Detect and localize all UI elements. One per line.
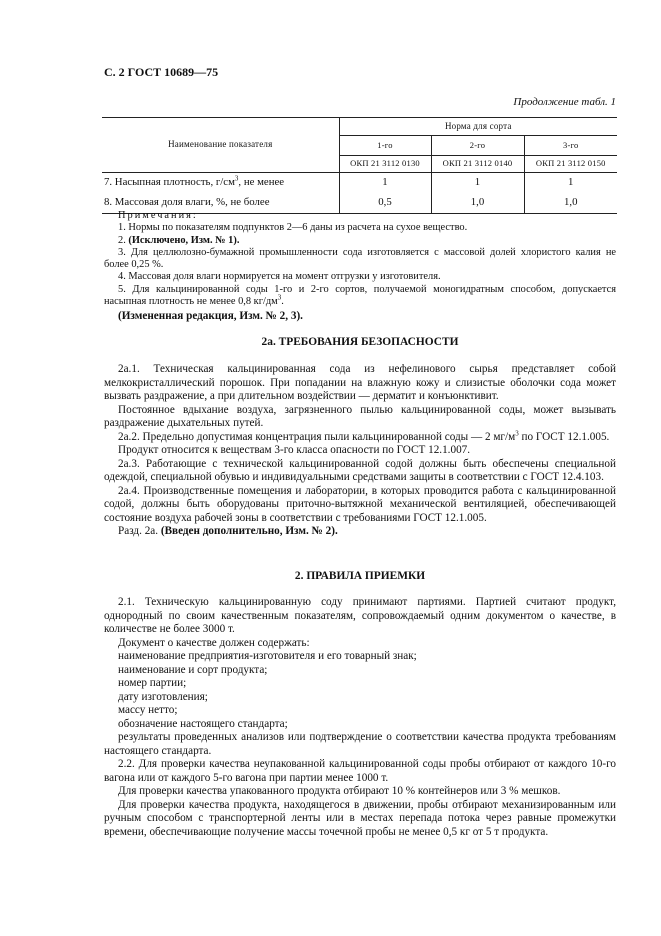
row-value: 1: [431, 173, 524, 194]
paragraph: Разд. 2а. (Введен дополнительно, Изм. № 2).: [118, 525, 338, 537]
table-row: [102, 173, 617, 194]
section-2a-body: [104, 363, 616, 539]
paragraph: Для проверки качества продукта, находящегося в движении, пробы отбирают механизированным или ручным способом с транспортерной ленты или в местах перепада потока через равные промежутки времени, обеспечивающие получение массы точечной пробы не менее 0,5 кг от 5 т продукта.: [104, 798, 616, 838]
grade-2: 2-го: [431, 136, 524, 156]
section-2-title: 2. ПРАВИЛА ПРИЕМКИ: [294, 570, 426, 582]
paragraph: Документ о качестве должен содержать:: [118, 636, 310, 649]
quality-norms-table: [102, 117, 617, 214]
notes-title: Примечания:: [118, 210, 198, 221]
list-item: наименование предприятия-изготовителя и его товарный знак;: [118, 650, 417, 662]
row-value: 1,0: [524, 193, 617, 214]
paragraph: 2.2. Для проверки качества неупакованной кальцинированной соды пробы отбирают от каждого 10-го вагона или от каждого 5-го вагона при партии менее 1000 т.: [104, 758, 616, 784]
paragraph: Для проверки качества упакованного продукта отбирают 10 % контейнеров или 3 % мешков.: [118, 785, 561, 797]
paragraph: 2а.1. Техническая кальцинированная сода из нефелинового сырья представляет собой мелкокристаллический порошок. При попадании на влажную кожу и слизистые оболочки сода может вызвать раздражение, а при длительном воздействии — дерматит и конъюнктивит.: [104, 363, 616, 402]
table-continuation-label: Продолжение табл. 1: [513, 96, 616, 108]
section-2a-title: 2а. ТРЕБОВАНИЯ БЕЗОПАСНОСТИ: [261, 336, 459, 348]
paragraph: 2а.2. Предельно допустимая концентрация пыли кальцинированной соды — 2 $мг/м^3$ по ГОСТ 12.1.005.: [118, 428, 610, 443]
page-header: С. 2 ГОСТ 10689—75: [104, 65, 219, 79]
row-value: 1,0: [431, 193, 524, 214]
paragraph: 2а.4. Производственные помещения и лаборатории, в которых проводится работа с кальцинированной содой, должны быть оборудованы приточно-вытяжной механической вентиляцией, обеспечивающей состояние воздуха рабочей зоны в соответствии с требованиями ГОСТ 12.1.005.: [104, 484, 616, 524]
row-value: 1: [524, 173, 617, 194]
note-3: 3. Для целлюлозно-бумажной промышленности сода изготовляется с массовой долей хлористого калия не более 0,25 %.: [104, 246, 616, 271]
note-4: 4. Массовая доля влаги нормируется на момент отгрузки у изготовителя.: [118, 271, 441, 283]
note-1: 1. Нормы по показателям подпунктов 2—6 даны из расчета на сухое вещество.: [118, 222, 468, 234]
section-2-body: [104, 596, 616, 839]
row-name: 8. Массовая доля влаги, %, не более: [104, 196, 270, 209]
row-value: 1: [339, 173, 431, 194]
code-3: ОКП 21 3112 0150: [524, 156, 617, 173]
paragraph: 2.1. Техническую кальцинированную соду принимают партиями. Партией считают продукт, однородный по своим качественным показателям, сопровождаемый одним документом о качестве, в количестве не более 3000 т.: [104, 596, 616, 635]
notes: [104, 210, 616, 308]
note-5: 5. Для кальцинированной соды 1-го и 2-го сортов, получаемой моногидратным способом, допускается насыпная плотность не менее 0,8 $кг/дм^3$.: [104, 283, 616, 308]
list-item: массу нетто;: [118, 704, 178, 716]
paragraph: Постоянное вдыхание воздуха, загрязненного пылью кальцинированной соды, может вызывать раздражение дыхательных путей.: [104, 403, 616, 429]
grade-3: 3-го: [524, 136, 617, 156]
code-1: ОКП 21 3112 0130: [339, 156, 431, 173]
list-item: результаты проведенных анализов или подтверждение о соответствии качества продукта требованиям настоящего стандарта.: [104, 731, 616, 757]
list-item: дату изготовления;: [118, 690, 208, 703]
list-item: обозначение настоящего стандарта;: [118, 717, 288, 730]
list-item: наименование и сорт продукта;: [118, 663, 268, 676]
row-value: 0,5: [339, 193, 431, 214]
paragraph: Продукт относится к веществам 3-го класса опасности по ГОСТ 12.1.007.: [118, 444, 471, 456]
list-item: номер партии;: [118, 677, 187, 689]
paragraph: 2а.3. Работающие с технической кальцинированной содой должны быть обеспечены специальной одеждой, специальной обувью и индивидуальными средствами защиты в соответствии с ГОСТ 12.4.103.: [104, 457, 616, 483]
note-2: 2. (Исключено, Изм. № 1).: [118, 234, 240, 246]
code-2: ОКП 21 3112 0140: [431, 156, 524, 173]
header-norm: Норма для сорта: [339, 118, 617, 136]
header-indicator: Наименование показателя: [102, 118, 339, 173]
amendment-note: (Измененная редакция, Изм. № 2, 3).: [118, 310, 303, 322]
grade-1: 1-го: [339, 136, 431, 156]
row-name: 7. Насыпная плотность, $г/см^3$, не менее: [104, 174, 285, 189]
